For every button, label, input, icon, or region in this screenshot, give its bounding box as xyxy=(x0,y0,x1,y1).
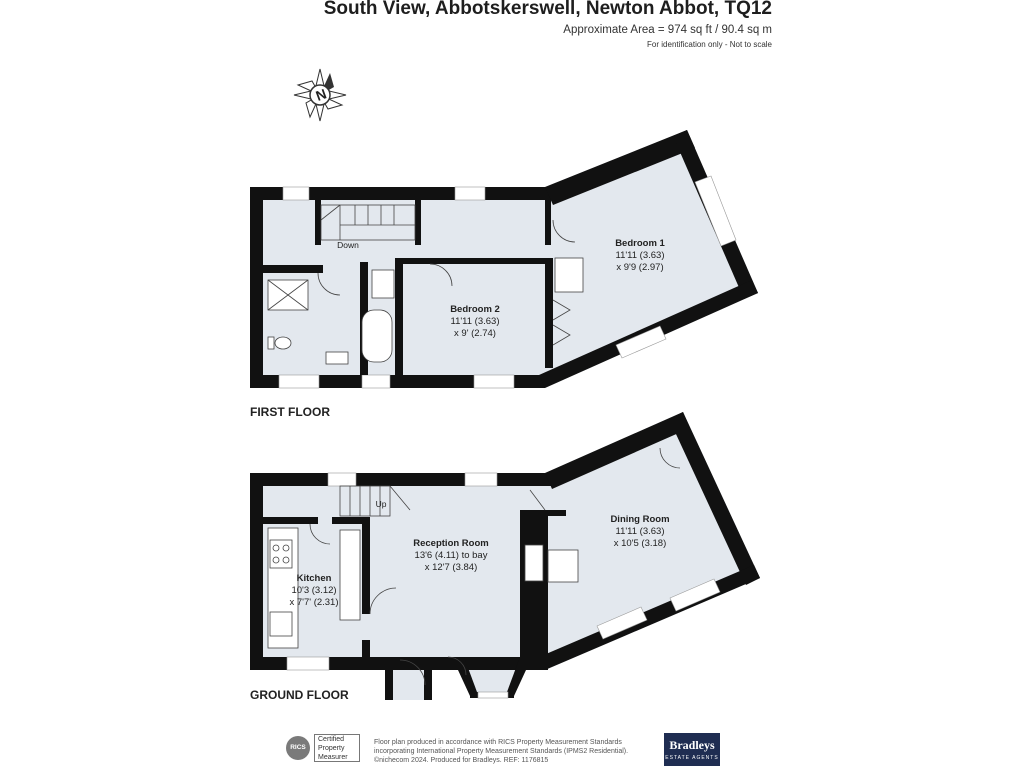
scale-note: For identification only - Not to scale xyxy=(647,40,772,49)
ground-floor-plan xyxy=(250,412,760,700)
stairs-down-label: Down xyxy=(337,240,359,250)
bedroom1-dim1: 11'11 (3.63) xyxy=(615,250,665,261)
brand-name: Bradleys xyxy=(669,738,715,752)
dining-name: Dining Room xyxy=(610,514,670,525)
compass-letter: N xyxy=(313,85,329,104)
first-floor-label: FIRST FLOOR xyxy=(250,405,330,419)
compass-icon xyxy=(294,69,346,121)
kitchen-name: Kitchen xyxy=(296,573,332,584)
ground-floor-label: GROUND FLOOR xyxy=(250,688,349,702)
first-floor-plan xyxy=(250,130,758,388)
rics-logo: RICS xyxy=(286,736,310,760)
brand-tagline: ESTATE AGENTS xyxy=(665,755,719,761)
kitchen-dim2: x 7'7' (2.31) xyxy=(289,597,339,608)
approximate-area: Approximate Area = 974 sq ft / 90.4 sq m xyxy=(563,24,772,36)
bedroom2-dim1: 11'11 (3.63) xyxy=(450,316,500,327)
dining-dim1: 11'11 (3.63) xyxy=(615,526,665,537)
rics-badge: Certified Property Measurer xyxy=(314,734,360,762)
measurement-disclaimer: Floor plan produced in accordance with RICS Property Measurement Standards incorporating International Property Measurement Standards (IPMS2 Residential). ©nichecom 2024. Produced for Bradleys. REF: 1176815 xyxy=(374,739,629,764)
rics-certification xyxy=(286,734,366,764)
bedroom1-dim2: x 9'9 (2.97) xyxy=(616,262,664,273)
bedroom1-name: Bedroom 1 xyxy=(615,238,665,249)
agent-logo xyxy=(664,733,720,766)
bedroom2-dim2: x 9' (2.74) xyxy=(454,328,496,339)
dining-dim2: x 10'5 (3.18) xyxy=(613,538,667,549)
kitchen-dim1: 10'3 (3.12) xyxy=(291,585,337,596)
bedroom2-name: Bedroom 2 xyxy=(450,304,500,315)
reception-name: Reception Room xyxy=(413,538,489,549)
property-title: South View, Abbotskerswell, Newton Abbot, TQ12 xyxy=(323,0,772,19)
reception-dim1: 13'6 (4.11) to bay xyxy=(414,550,488,561)
reception-dim2: x 12'7 (3.84) xyxy=(424,562,478,573)
stairs-up-label: Up xyxy=(375,499,387,509)
